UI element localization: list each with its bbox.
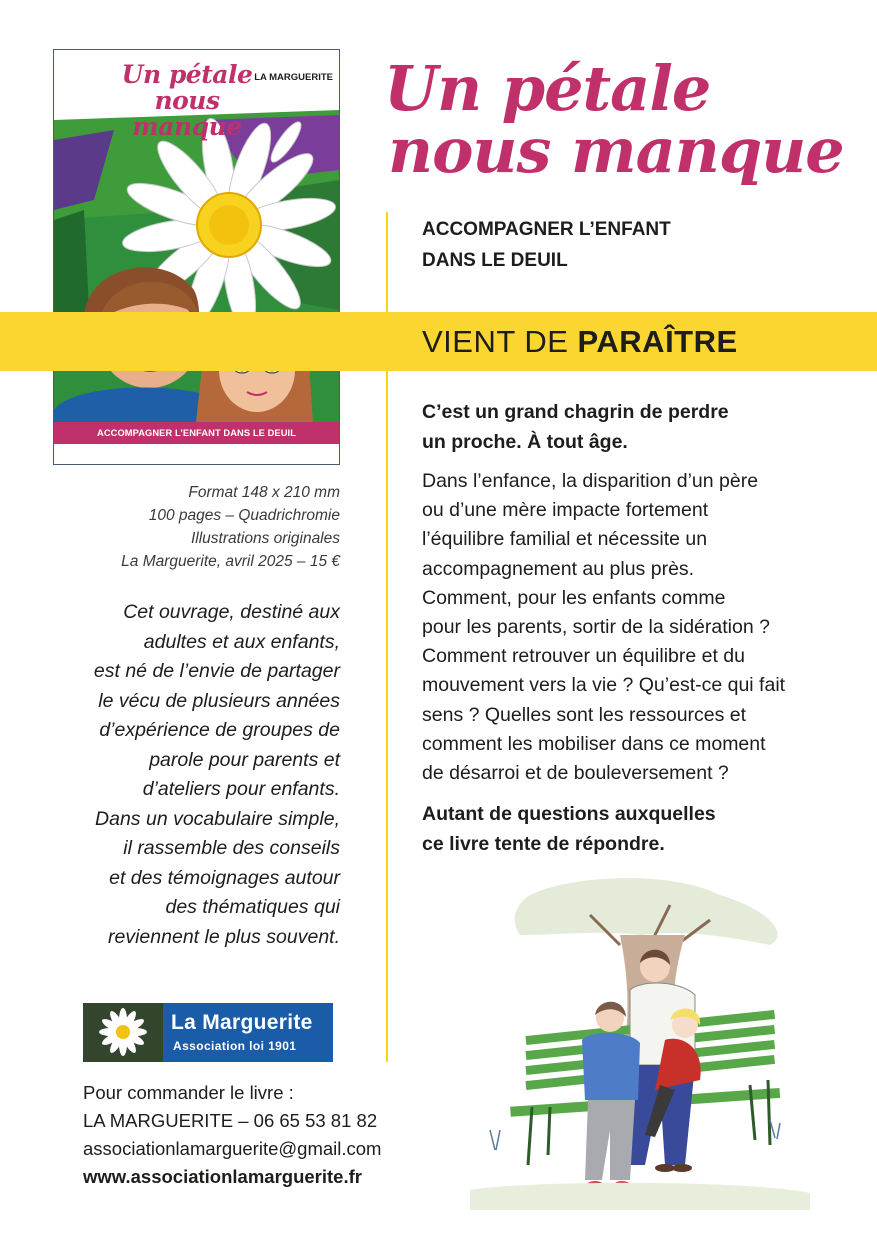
- cover-publisher: LA MARGUERITE: [254, 72, 333, 83]
- format-info: [40, 481, 340, 573]
- description-line: adultes et aux enfants,: [143, 630, 340, 653]
- order-info: [83, 1079, 423, 1191]
- closing-line: Autant de questions auxquelles: [422, 803, 716, 825]
- body-line: Comment retrouver un équilibre et du: [422, 645, 745, 668]
- format-line: 100 pages – Quadrichromie: [148, 507, 340, 524]
- body-line: accompagnement au plus près.: [422, 557, 695, 580]
- body-line: mouvement vers la vie ? Qu’est-ce qui fait: [422, 674, 786, 697]
- body-line: de désarroi et de bouleversement ?: [422, 762, 729, 785]
- book-cover: [53, 49, 340, 465]
- body-line: ou d’une mère impacte fortement: [422, 499, 709, 522]
- description-line: et des témoignages autour: [109, 866, 340, 889]
- cover-title-line1: Un pétale: [121, 60, 253, 89]
- body-line: pour les parents, sortir de la sidération ?: [422, 616, 770, 639]
- body-line: Comment, pour les enfants comme: [422, 586, 726, 609]
- lead-line: C’est un grand chagrin de perdre: [422, 401, 729, 423]
- description-line: Dans un vocabulaire simple,: [95, 807, 340, 830]
- banner-text: [422, 312, 738, 371]
- family-bench-illustration: [470, 875, 810, 1210]
- banner-emphasis: PARAÎTRE: [577, 324, 738, 359]
- lead-paragraph: [422, 398, 862, 457]
- order-email[interactable]: associationlamarguerite@gmail.com: [83, 1138, 382, 1159]
- closing-line: ce livre tente de répondre.: [422, 832, 665, 855]
- main-title-line1: Un pétale: [384, 52, 711, 125]
- logo-name: La Marguerite: [171, 1011, 313, 1034]
- subtitle-line1: ACCOMPAGNER L’ENFANT: [422, 219, 671, 240]
- cover-title-line2: nous manque: [132, 86, 242, 141]
- format-line: Format 148 x 210 mm: [188, 484, 340, 501]
- cover-band: ACCOMPAGNER L’ENFANT DANS LE DEUIL: [54, 422, 339, 444]
- main-title: [384, 52, 864, 187]
- closing-paragraph: [422, 800, 862, 859]
- description-line: reviennent le plus souvent.: [108, 925, 340, 948]
- order-label: Pour commander le livre :: [83, 1082, 294, 1103]
- subtitle-line2: DANS LE DEUIL: [422, 250, 568, 271]
- description-line: des thématiques qui: [165, 896, 340, 918]
- association-logo: [83, 1003, 333, 1062]
- body-line: comment les mobiliser dans ce moment: [422, 732, 766, 755]
- order-phone[interactable]: LA MARGUERITE – 06 65 53 81 82: [83, 1110, 378, 1131]
- format-line: Illustrations originales: [190, 530, 340, 547]
- description-line: d’expérience de groupes de: [99, 719, 340, 741]
- lead-line: un proche. À tout âge.: [422, 430, 628, 453]
- description-line: d’ateliers pour enfants.: [142, 778, 340, 800]
- body-line: l’équilibre familial et nécessite un: [422, 528, 708, 551]
- cover-title: [102, 62, 272, 140]
- banner-prefix: VIENT DE: [422, 324, 578, 359]
- subtitle: [422, 214, 862, 276]
- main-title-line2: nous manque: [388, 114, 844, 187]
- book-description: [30, 598, 340, 952]
- format-line: La Marguerite, avril 2025 – 15 €: [121, 553, 340, 570]
- daisy-icon: [83, 1003, 163, 1062]
- description-line: il rassemble des conseils: [123, 837, 340, 859]
- description-line: parole pour parents et: [149, 748, 340, 771]
- description-line: le vécu de plusieurs années: [98, 689, 340, 712]
- body-line: Dans l’enfance, la disparition d’un père: [422, 470, 759, 492]
- description-line: Cet ouvrage, destiné aux: [123, 601, 340, 623]
- description-line: est né de l’envie de partager: [93, 660, 340, 682]
- body-line: sens ? Quelles sont les ressources et: [422, 703, 747, 726]
- logo-subtitle: Association loi 1901: [173, 1039, 297, 1053]
- order-website[interactable]: www.associationlamarguerite.fr: [83, 1166, 362, 1187]
- body-paragraph: [422, 467, 862, 788]
